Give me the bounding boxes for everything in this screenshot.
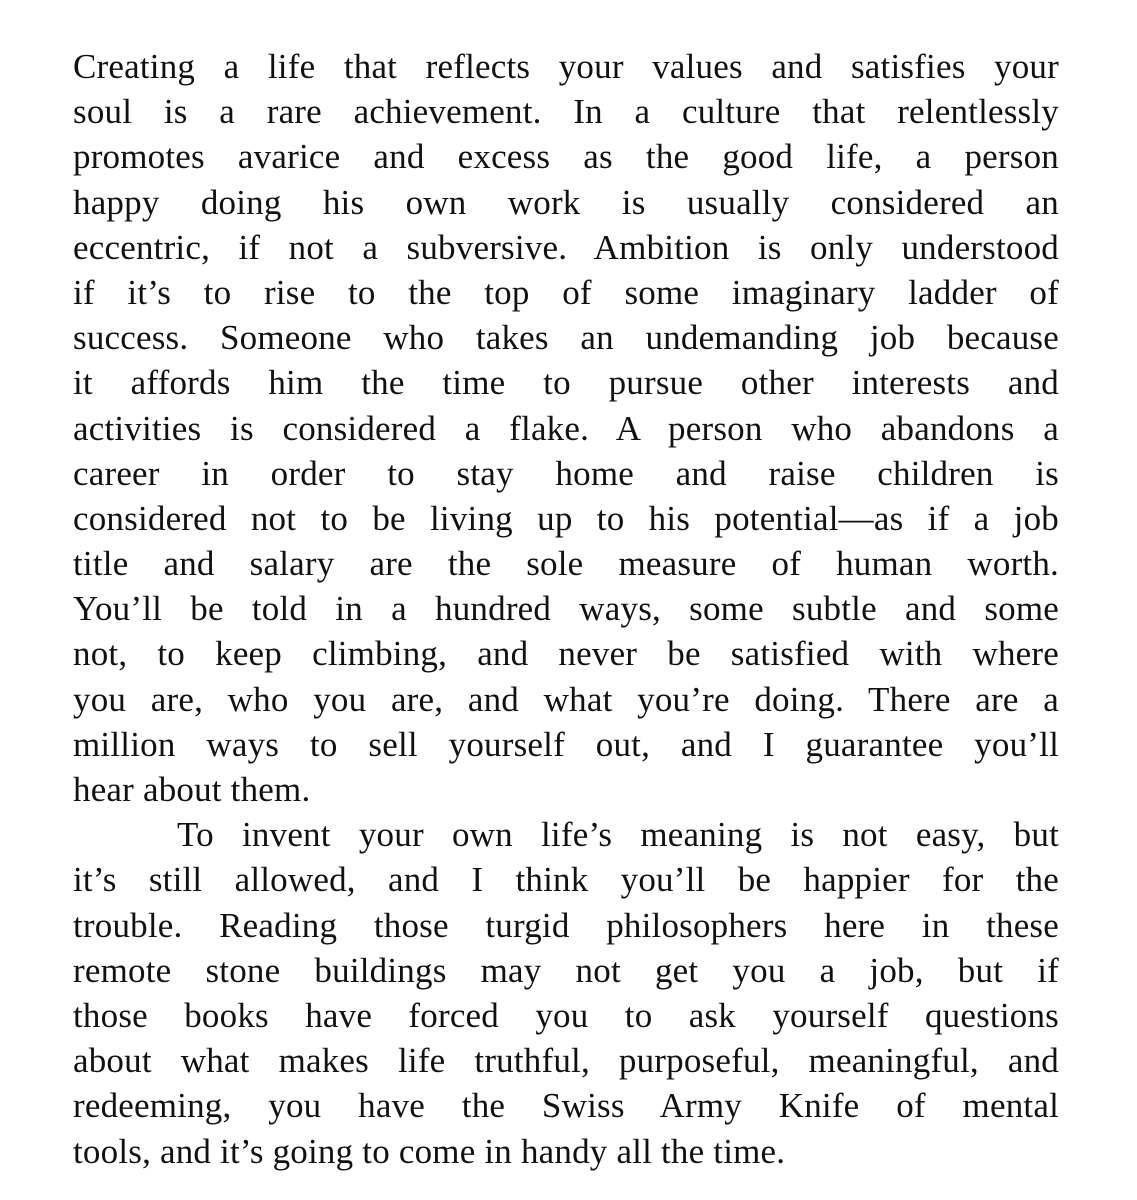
text-line: happy doing his own work is usually considered an [73, 182, 1059, 222]
text-line: success. Someone who takes an undemanding job because [73, 318, 1059, 358]
text-line: To invent your own life’s meaning is not easy, but [177, 815, 1059, 855]
text-line: those books have forced you to ask yourself questions [73, 995, 1059, 1035]
text-line: remote stone buildings may not get you a job, but if [73, 950, 1059, 990]
text-line: eccentric, if not a subversive. Ambition is only understood [73, 227, 1059, 267]
text-line: trouble. Reading those turgid philosophers here in these [73, 905, 1059, 945]
text-line: Creating a life that reflects your values and satisfies your [73, 47, 1059, 86]
text-line: you are, who you are, and what you’re doing. There are a [73, 679, 1059, 719]
text-line: not, to keep climbing, and never be satisfied with where [73, 634, 1059, 674]
paragraph-1 [73, 44, 1059, 812]
text-line: soul is a rare achievement. In a culture that relentlessly [73, 92, 1059, 132]
text-line: considered not to be living up to his potential—as if a job [73, 498, 1059, 538]
text-line: if it’s to rise to the top of some imaginary ladder of [73, 272, 1059, 312]
text-line: million ways to sell yourself out, and I guarantee you’ll [73, 724, 1059, 764]
text-line: it’s still allowed, and I think you’ll be happier for the [73, 860, 1059, 900]
text-line: activities is considered a flake. A person who abandons a [73, 408, 1059, 448]
text-line: title and salary are the sole measure of human worth. [73, 544, 1059, 584]
text-line: tools, and it’s going to come in handy all the time. [73, 1131, 786, 1171]
text-line: You’ll be told in a hundred ways, some subtle and some [73, 589, 1059, 629]
text-line: it affords him the time to pursue other interests and [73, 363, 1059, 403]
paragraph-2 [73, 812, 1059, 1174]
document-page [73, 44, 1059, 1171]
text-line: redeeming, you have the Swiss Army Knife of mental [73, 1086, 1059, 1126]
text-line: career in order to stay home and raise children is [73, 453, 1059, 493]
text-line: hear about them. [73, 770, 311, 809]
text-line: promotes avarice and excess as the good life, a person [73, 137, 1059, 177]
text-line: about what makes life truthful, purposeful, meaningful, and [73, 1041, 1059, 1081]
